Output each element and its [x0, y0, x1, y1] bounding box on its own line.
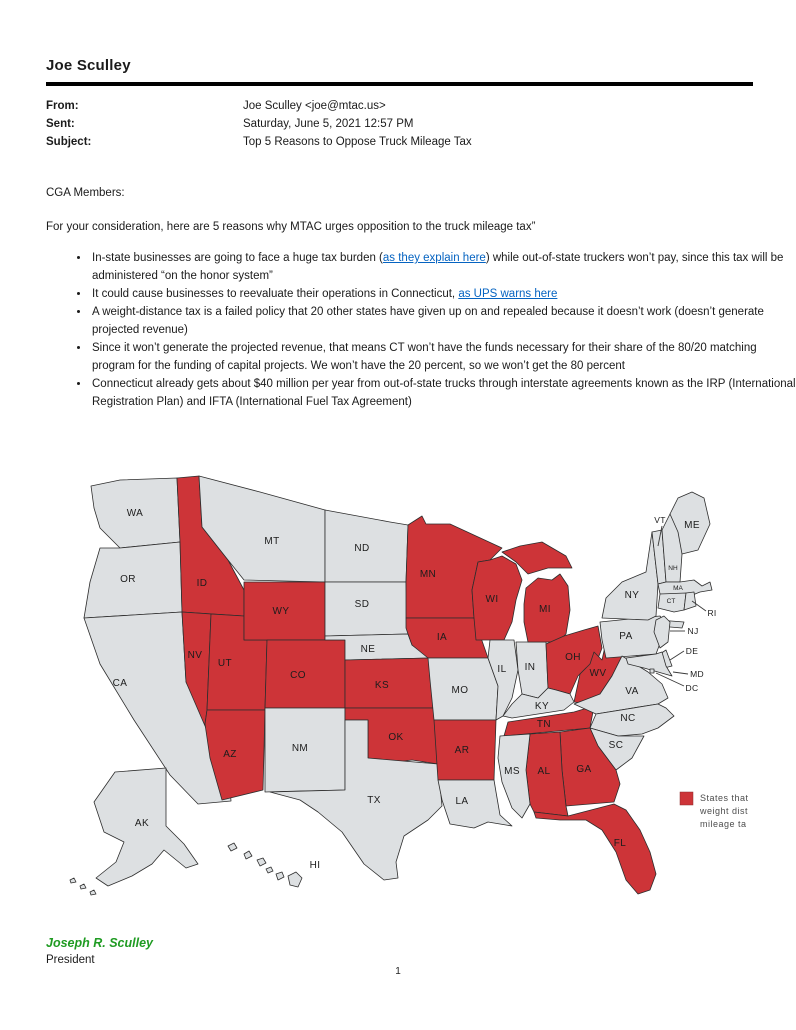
state-HI-island — [276, 872, 284, 880]
bullet-text: Since it won’t generate the projected revenue, that means CT won’t have the funds necessary for their share of the 80/20 matching program for the funding of capital projects. We won’t have the 20 percent, so we won’t get the 80 percent — [92, 342, 757, 372]
legend-swatch — [680, 792, 693, 805]
state-label-AK: AK — [134, 818, 150, 829]
list-item — [90, 285, 796, 303]
state-label-DC: DC — [685, 683, 699, 693]
state-label-SC: SC — [608, 740, 624, 751]
state-label-MN: MN — [419, 569, 437, 580]
state-AK-aleutian — [90, 890, 96, 895]
header-rule — [46, 82, 753, 86]
sent-value: Saturday, June 5, 2021 12:57 PM — [243, 118, 414, 130]
state-label-WI: WI — [485, 594, 499, 605]
list-item — [90, 249, 796, 285]
from-label: From: — [46, 100, 79, 112]
state-label-MA: MA — [673, 585, 683, 592]
de-leader-line — [670, 651, 684, 660]
list-item — [90, 303, 796, 339]
signature-title: President — [46, 954, 95, 966]
header-field-subject — [46, 133, 472, 151]
state-label-FL: FL — [613, 838, 627, 849]
ups-warns-link[interactable]: as UPS warns here — [458, 288, 558, 300]
list-item — [90, 375, 796, 411]
map-legend — [680, 792, 749, 829]
state-label-GA: GA — [576, 764, 592, 775]
state-label-NE: NE — [360, 644, 376, 655]
state-HI-island — [228, 843, 237, 851]
bullet-text: Connecticut already gets about $40 million per year from out-of-state trucks through interstate agreements known as the IRP (International Registration Plan) and IFTA (International Fuel Tax Agreement) — [92, 378, 796, 408]
state-label-ME: ME — [684, 520, 700, 531]
page-title: Joe Sculley — [46, 57, 131, 74]
bullet-text: In-state businesses are going to face a huge tax burden ( — [92, 252, 383, 264]
state-label-NJ: NJ — [687, 626, 699, 636]
state-label-OK: OK — [388, 732, 404, 743]
state-label-OR: OR — [120, 574, 136, 585]
state-label-UT: UT — [217, 658, 233, 669]
state-label-NM: NM — [291, 743, 309, 754]
state-NY — [602, 532, 658, 620]
state-label-KY: KY — [534, 701, 550, 712]
sent-label: Sent: — [46, 118, 75, 130]
state-label-IA: IA — [436, 632, 448, 643]
state-FL — [534, 804, 656, 894]
state-label-IN: IN — [524, 662, 536, 673]
us-map-svg — [60, 470, 775, 920]
state-label-CT: CT — [666, 598, 676, 605]
state-label-OH: OH — [565, 652, 581, 663]
state-label-CA: CA — [112, 678, 128, 689]
state-label-MI: MI — [539, 604, 551, 615]
state-label-LA: LA — [455, 796, 469, 807]
state-label-PA: PA — [619, 631, 633, 642]
state-label-NV: NV — [187, 650, 203, 661]
intro-paragraph: For your consideration, here are 5 reasons why MTAC urges opposition to the truck mileage tax” — [46, 221, 536, 233]
legend-line-1: States that — [700, 793, 749, 803]
bullet-text: It could cause businesses to reevaluate their operations in Connecticut, — [92, 288, 459, 300]
explain-here-link[interactable]: as they explain here — [382, 252, 486, 264]
header-field-from — [46, 97, 472, 115]
state-label-KS: KS — [374, 680, 390, 691]
state-AK-aleutian — [70, 878, 76, 883]
state-label-HI: HI — [309, 860, 321, 871]
state-AK-aleutian — [80, 884, 86, 889]
state-HI-island — [266, 867, 273, 873]
state-label-AL: AL — [537, 766, 551, 777]
subject-value: Top 5 Reasons to Oppose Truck Mileage Tax — [243, 136, 472, 148]
state-label-SD: SD — [354, 599, 370, 610]
state-label-ND: ND — [354, 543, 370, 554]
signature-name: Joseph R. Sculley — [46, 936, 153, 950]
state-KS — [345, 658, 434, 708]
md-leader-line — [673, 672, 688, 674]
bullet-text: ) while out-of-state truckers won’t pay, since this tax will be administered “on the honor system” — [92, 252, 784, 282]
state-label-CO: CO — [290, 670, 306, 681]
state-LA — [438, 780, 512, 828]
state-label-DE: DE — [685, 646, 699, 656]
subject-label: Subject: — [46, 136, 92, 148]
state-label-WY: WY — [272, 606, 290, 617]
state-label-RI: RI — [707, 608, 717, 618]
state-label-TX: TX — [367, 795, 381, 806]
legend-line-3: mileage ta — [700, 819, 747, 829]
page-number: 1 — [395, 966, 401, 977]
state-label-WV: WV — [589, 668, 607, 679]
from-value: Joe Sculley <joe@mtac.us> — [243, 100, 386, 112]
state-HI-island — [257, 858, 266, 866]
state-label-WA: WA — [126, 508, 144, 519]
state-label-VT: VT — [654, 515, 666, 525]
header-field-sent — [46, 115, 472, 133]
salutation: CGA Members: — [46, 187, 125, 199]
state-label-NY: NY — [624, 590, 640, 601]
state-label-MO: MO — [451, 685, 469, 696]
state-label-MS: MS — [504, 766, 520, 777]
state-DC — [650, 669, 654, 673]
state-label-MD: MD — [690, 669, 704, 679]
state-label-AR: AR — [454, 745, 470, 756]
reasons-list — [46, 249, 796, 411]
state-label-NC: NC — [620, 713, 636, 724]
list-item — [90, 339, 796, 375]
bullet-text: A weight-distance tax is a failed policy that 20 other states have given up on and repealed because it doesn’t work (doesn’t generate projected revenue) — [92, 306, 764, 336]
legend-line-2: weight dist — [700, 806, 749, 816]
state-label-VA: VA — [625, 686, 639, 697]
state-label-NH: NH — [668, 565, 678, 572]
state-label-ID: ID — [196, 578, 208, 589]
state-RI — [684, 592, 696, 610]
email-header — [46, 97, 472, 151]
state-label-TN: TN — [536, 719, 552, 730]
us-states-map — [60, 470, 775, 920]
state-HI-island — [288, 872, 302, 887]
state-label-MT: MT — [264, 536, 280, 547]
state-label-IL: IL — [497, 664, 507, 675]
state-HI-island — [244, 851, 252, 859]
state-label-AZ: AZ — [223, 749, 237, 760]
